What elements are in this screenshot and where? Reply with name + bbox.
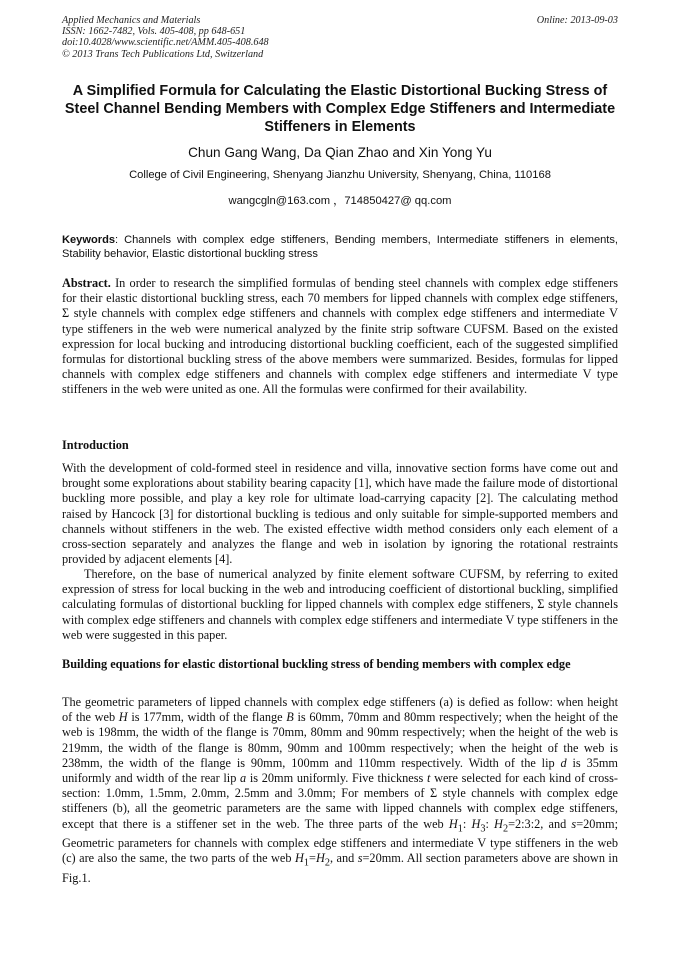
journal-name: Applied Mechanics and Materials xyxy=(62,15,201,26)
var-t: t xyxy=(426,771,431,786)
affiliation: College of Civil Engineering, Shenyang Jianzhu University, Shenyang, China, 110168 xyxy=(129,169,551,181)
introduction-paragraph-2: Therefore, on the base of numerical analyzed by finite element software CUFSM, by referring to exited expression of stress for local bucking in the web and introducing coefficient of distortional buckling, simplified calculating formulas of distortional buckling for lipped channels with complex edge stiffeners, Σ style channels with complex edge stiffeners and channels with complex edge stiffeners and intermediate V type stiffeners in the web were suggested in this paper. xyxy=(62,567,618,642)
var-s: s xyxy=(357,851,363,866)
var-H2: H xyxy=(315,851,325,866)
text-run: =20mm; Geometric parameters for channels with complex edge stiffeners and intermediate V type stiffeners in the web (c) are also the same, the two parts of the web xyxy=(62,816,618,866)
var-B: B xyxy=(286,710,294,725)
text-run: is 20mm uniformly. Five thickness xyxy=(246,771,427,786)
text-run: were selected for each kind of cross-section: 1.0mm, 1.5mm, 2.0mm, 2.5mm and 3.0mm; For members of Σ style channels with complex edge stiffeners (b), all the geometric parameters are the same with lipped channels with complex edge stiffeners, except that there is a stiffener set in the web. The three parts of the web xyxy=(62,771,618,831)
subscript: 1 xyxy=(457,823,463,835)
var-a: a xyxy=(240,771,247,786)
var-H2: H xyxy=(494,816,503,831)
keywords xyxy=(62,233,618,261)
subscript: 1 xyxy=(303,857,309,869)
introduction-heading: Introduction xyxy=(62,438,129,452)
text-run: is 177mm, width of the flange xyxy=(127,710,287,725)
text-run: =20mm. All section parameters above are shown in Fig.1. xyxy=(62,851,618,886)
abstract-label: Abstract. xyxy=(62,276,111,290)
issn-line: ISSN: 1662-7482, Vols. 405-408, pp 648-651 xyxy=(62,26,246,38)
journal-header xyxy=(62,15,618,60)
var-H1: H xyxy=(448,816,458,831)
copyright-line: © 2013 Trans Tech Publications Ltd, Switzerland xyxy=(62,48,264,60)
text-run: : xyxy=(485,816,495,831)
text-run: = xyxy=(309,851,316,866)
text-run: : xyxy=(462,816,472,831)
author-emails: wangcgln@163.com ，714850427@ qq.com xyxy=(228,195,452,207)
keywords-text: : Channels with complex edge stiffeners, Bending members, Intermediate stiffeners in elements, Stability behavior, Elastic distortional buckling stress xyxy=(62,234,618,260)
text-run: is 35mm uniformly and width of the rear lip xyxy=(62,755,618,786)
var-H1: H xyxy=(294,851,304,866)
abstract-text: In order to research the simplified formulas of bending steel channels with complex edge stiffeners for their elastic distortional buckling stress, each 70 members for lipped channels with complex edge stiffeners, Σ style channels with complex edge stiffeners and channels with complex edge stiffeners and intermediate V type stiffeners in the web were numerical analyzed by the finite strip software CUFSM. Based on the existed expression for local bucking and introducing distortional buckling coefficient, each of the suggested simplified formulas for distortional buckling stress of the above members were summarized. Besides, formulas for lipped channels with complex edge stiffeners and channels with complex edge stiffeners and intermediate V type stiffeners in the web were united as one. All the formulas were confirmed for their availability. xyxy=(62,276,618,397)
subscript: 2 xyxy=(324,857,330,869)
text-run: is 60mm, 70mm and 80mm respectively; when the height of the web is 198mm, the width of the flange is 70mm, 80mm and 90mm respectively; when the height of the web is 219mm, the width of the flange is 80mm, 90mm and 100mm respectively; when the height of the web is 238mm, the width of the flange is 90mm, 100mm and 110mm respectively. Width of the lip xyxy=(62,710,618,770)
text-run: =2:3:2, and xyxy=(508,816,572,831)
online-date: Online: 2013-09-03 xyxy=(536,15,618,26)
paper-title: A Simplified Formula for Calculating the Elastic Distortional Bucking Stress of Steel Channel Bending Members with Complex Edge Stiffeners and Intermediate Stiffeners in Elements xyxy=(64,83,616,135)
author-list: Chun Gang Wang, Da Qian Zhao and Xin Yong Yu xyxy=(188,145,492,160)
var-H: H xyxy=(118,710,128,725)
var-d: d xyxy=(560,755,567,770)
keywords-label: Keywords xyxy=(62,234,116,246)
text-run: The geometric parameters of lipped channels with complex edge stiffeners (a) is defied as follow: when height of the web xyxy=(62,695,618,725)
var-s: s xyxy=(571,816,577,831)
subscript: 3 xyxy=(480,823,486,835)
var-H3: H xyxy=(471,816,481,831)
text-run: , and xyxy=(329,851,358,866)
building-paragraph-1 xyxy=(62,695,618,886)
subscript: 2 xyxy=(502,823,509,835)
introduction-paragraph-1: With the development of cold-formed steel in residence and villa, innovative section forms have come out and brought some explorations about stability bearing capacity [1], which have made the failure mode of distortional buckling more possible, and play a key role for ultimate load-carrying capacity [2]. The calculating method raised by Hancock [3] for distortional buckling is tedious and only suitable for simple-supported members and channels without stiffeners in the web. The existed effective width method considers only each element of a cross-section separately and analyzes the flange and web in isolation by ignoring the rotational restraints provided by adjacent elements [4]. xyxy=(62,461,618,567)
abstract xyxy=(62,276,618,398)
building-equations-heading: Building equations for elastic distortional buckling stress of bending members with complex edge xyxy=(62,657,571,671)
doi-line: doi:10.4028/www.scientific.net/AMM.405-408.648 xyxy=(62,37,269,49)
